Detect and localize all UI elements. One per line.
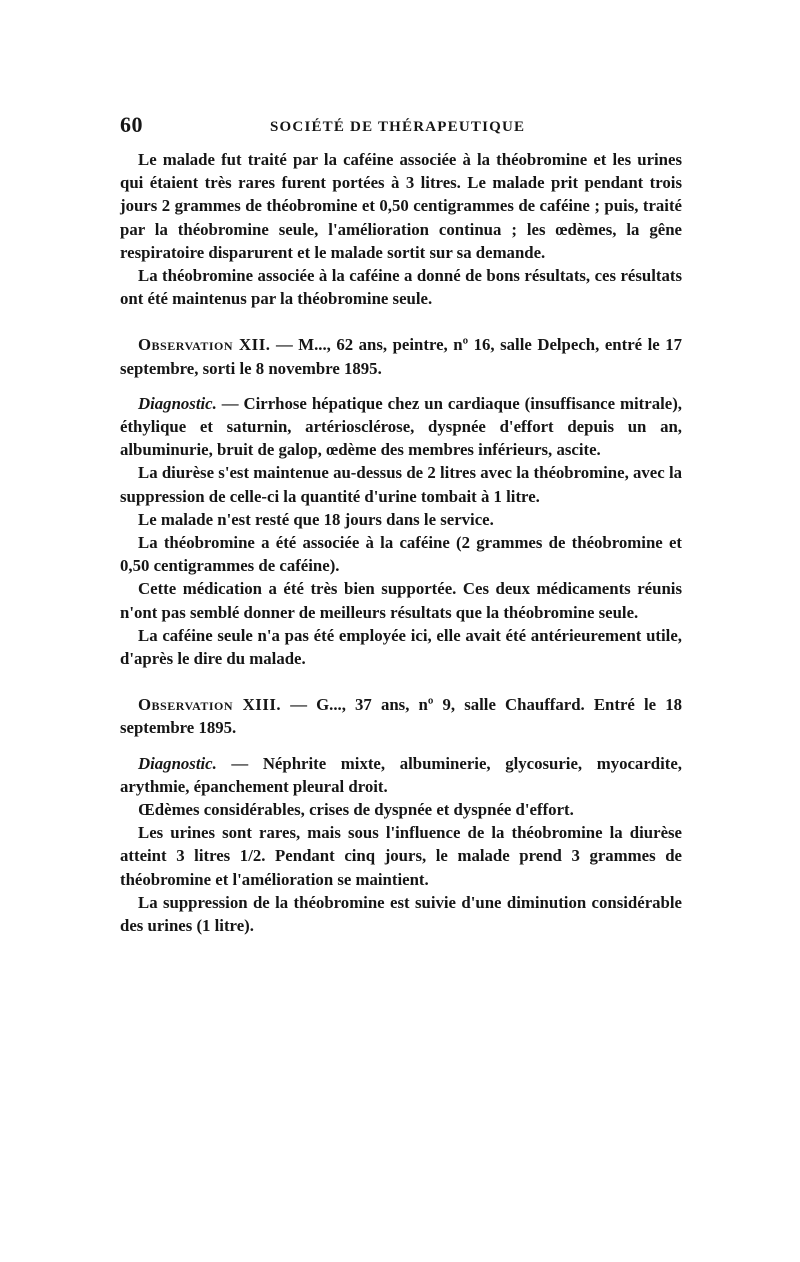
page-number: 60 [120, 112, 143, 137]
paragraph-association: La théobromine a été associée à la caféine (2 grammes de théobromine et 0,50 centigrammes de caféine). [120, 533, 682, 576]
paragraph-urines: Les urines sont rares, mais sous l'influence de la théobromine la diurèse atteint 3 litres 1/2. Pendant cinq jours, le malade prend 3 grammes de théobromine et l'amélioration se maintient. [120, 823, 682, 889]
paragraph-suppression: La suppression de la théobromine est suivie d'une diminution considérable des urines (1 litre). [120, 892, 682, 936]
observation-xii-heading [120, 333, 682, 379]
diagnostic-xiii-text: — Néphrite mixte, albuminerie, glycosurie, myocardite, arythmie, épanchement pleural droit. [120, 753, 682, 796]
observation-xiii-text: — G..., 37 ans, nº 9, salle Chauffard. Entré le 18 septembre 1895. [120, 695, 682, 738]
paragraph-treatment: Le malade fut traité par la caféine associée à la théobromine et les urines qui étaient très rares furent portées à 3 litres. Le malade prit pendant trois jours 2 grammes de théobromine et 0,50 centigrammes de caféine ; puis, traité par la théobromine seule, l'amélioration continua ; les œdèmes, la gêne respiratoire disparurent et le malade sortit sur sa demande. [120, 150, 682, 262]
paragraph-tolerance: Cette médication a été très bien supportée. Ces deux médicaments réunis n'ont pas semblé donner de meilleurs résultats que la théobromine seule. [120, 579, 682, 622]
diagnostic-xiii [120, 752, 682, 798]
observation-xii-label: Observation XII. [138, 335, 271, 355]
section-gap [120, 670, 682, 693]
diagnostic-xii-text: — Cirrhose hépatique chez un cardiaque (insuffisance mitrale), éthylique et saturnin, artériosclérose, dyspnée d'effort depuis un an, albuminurie, bruit de galop, œdème des membres inférieurs, ascite. [120, 393, 682, 460]
paragraph-caffeine: La caféine seule n'a pas été employée ici, elle avait été antérieurement utile, d'après le dire du malade. [120, 625, 682, 669]
paragraph-oedema: Œdèmes considérables, crises de dyspnée et dyspnée d'effort. [138, 800, 574, 820]
diagnostic-xiii-label: Diagnostic. [138, 753, 217, 773]
body-text [120, 148, 682, 937]
paragraph-results: La théobromine associée à la caféine a donné de bons résultats, ces résultats ont été maintenus par la théobromine seule. [120, 266, 682, 309]
paragraph-stay: Le malade n'est resté que 18 jours dans le service. [138, 509, 494, 529]
diagnostic-xii-label: Diagnostic. [138, 393, 217, 413]
paragraph-diuresis: La diurèse s'est maintenue au-dessus de 2 litres avec la théobromine, avec la suppression de celle-ci la quantité d'urine tombait à 1 litre. [120, 463, 682, 506]
diagnostic-xii [120, 392, 682, 462]
page-header [120, 112, 690, 142]
section-gap [120, 380, 682, 392]
section-gap [120, 310, 682, 333]
observation-xii-text: — M..., 62 ans, peintre, nº 16, salle Delpech, entré le 17 septembre, sorti le 8 novembre 1895. [120, 335, 682, 378]
section-gap [120, 740, 682, 752]
observation-xiii-heading [120, 693, 682, 739]
observation-xiii-label: Observation XIII. [138, 695, 282, 715]
running-head: SOCIÉTÉ DE THÉRAPEUTIQUE [270, 119, 526, 135]
